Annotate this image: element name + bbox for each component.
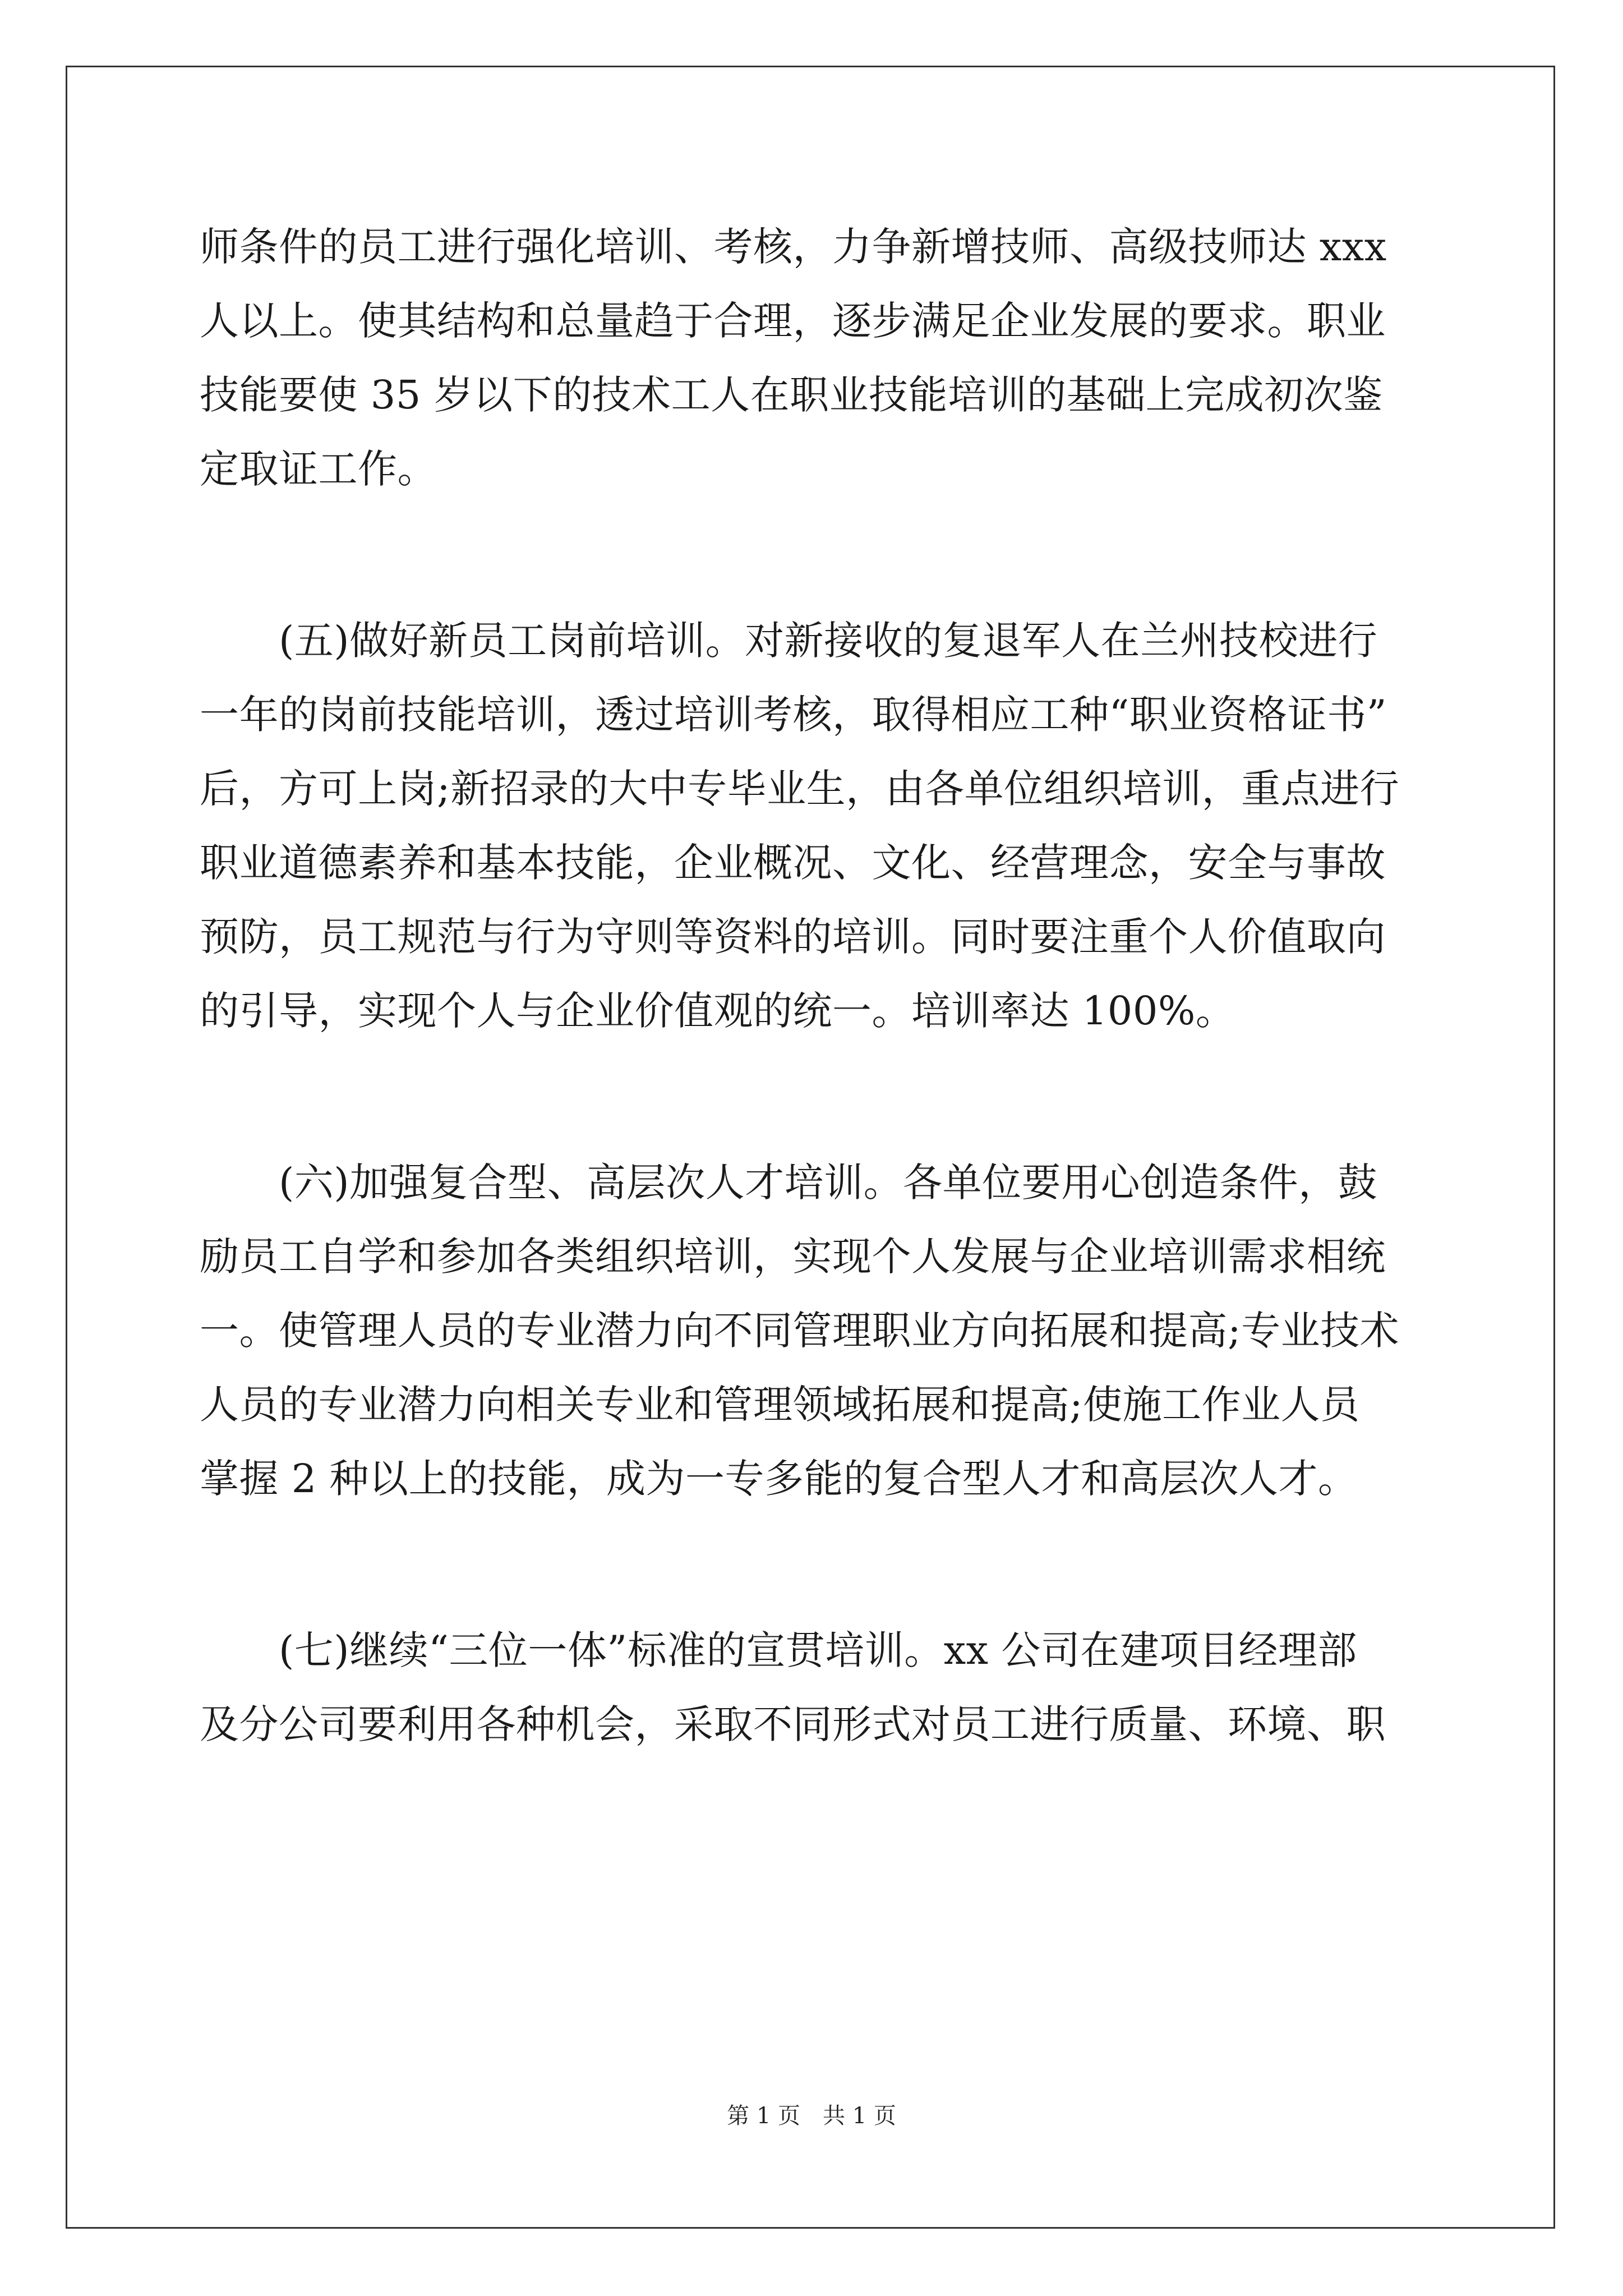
text-line: 后，方可上岗;新招录的大中专毕业生，由各单位组织培训，重点进行: [200, 766, 1400, 812]
text-line: 师条件的员工进行强化培训、考核，力争新增技师、高级技师达 xxx: [200, 224, 1387, 270]
text-line: 励员工自学和参加各类组织培训，实现个人发展与企业培训需求相统: [200, 1234, 1386, 1280]
text-line: (七)继续“三位一体”标准的宣贯培训。xx 公司在建项目经理部: [200, 1627, 1357, 1673]
text-line: 掌握 2 种以上的技能，成为一专多能的复合型人才和高层次人才。: [200, 1456, 1358, 1502]
text-line: 一年的岗前技能培训，透过培训考核，取得相应工种“职业资格证书”: [200, 692, 1387, 738]
text-line: 预防，员工规范与行为守则等资料的培训。同时要注重个人价值取向: [200, 914, 1386, 960]
text-line: 技能要使 35 岁以下的技术工人在职业技能培训的基础上完成初次鉴: [200, 372, 1383, 418]
text-line: (五)做好新员工岗前培训。对新接收的复退军人在兰州技校进行: [200, 618, 1378, 664]
text-line: 定取证工作。: [200, 446, 437, 492]
page-number: 第 1 页 共 1 页: [727, 2103, 896, 2129]
text-line: (六)加强复合型、高层次人才培训。各单位要用心创造条件，鼓: [200, 1159, 1378, 1205]
text-line: 职业道德素养和基本技能，企业概况、文化、经营理念，安全与事故: [200, 840, 1386, 886]
text-line: 的引导，实现个人与企业价值观的统一。培训率达 100%。: [200, 988, 1235, 1034]
text-line: 人员的专业潜力向相关专业和管理领域拓展和提高;使施工作业人员: [200, 1382, 1360, 1428]
page-footer: [0, 2099, 1623, 2133]
text-line: 一。使管理人员的专业潜力向不同管理职业方向拓展和提高;专业技术: [200, 1308, 1400, 1354]
text-line: 及分公司要利用各种机会，采取不同形式对员工进行质量、环境、职: [200, 1701, 1386, 1747]
text-line: 人以上。使其结构和总量趋于合理，逐步满足企业发展的要求。职业: [200, 298, 1386, 344]
